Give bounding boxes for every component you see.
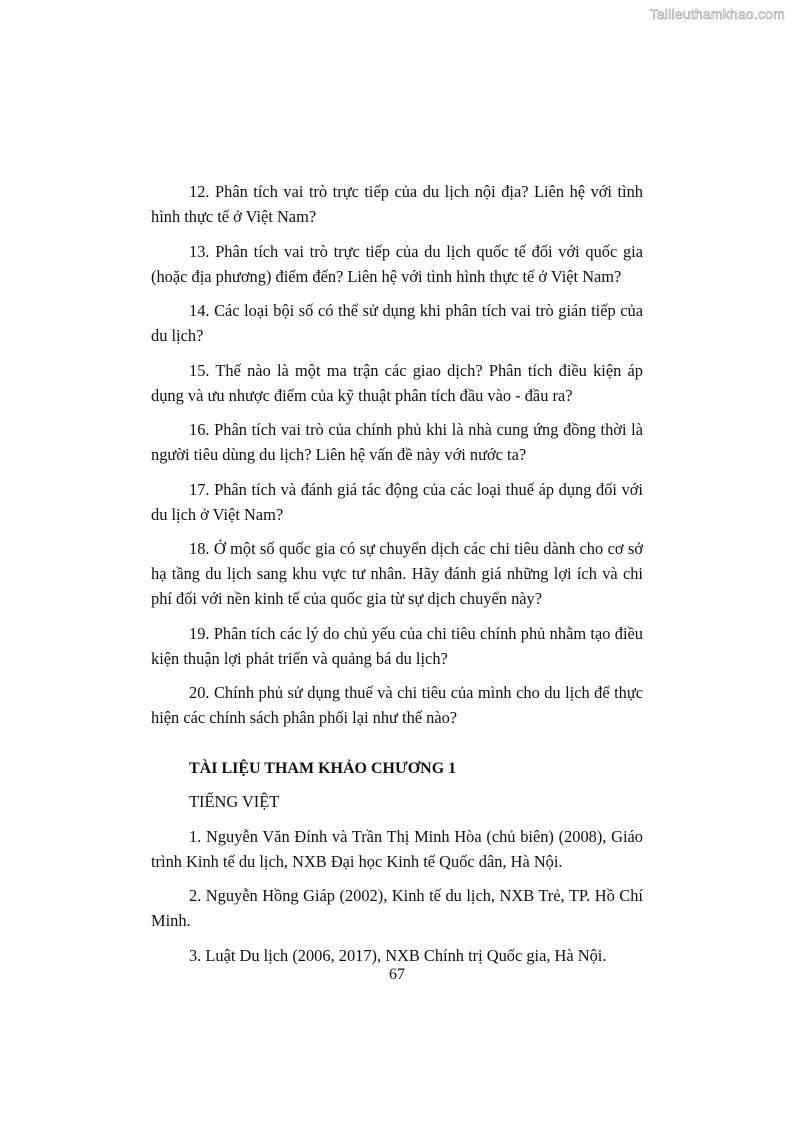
question-15: 15. Thế nào là một ma trận các giao dịch? Phân tích điều kiện áp dụng và ưu nhược điểm của kỹ thuật phân tích đầu vào - đầu ra?: [151, 360, 643, 405]
question-13: 13. Phân tích vai trò trực tiếp của du lịch quốc tế đối với quốc gia (hoặc địa phương) điểm đến? Liên hệ với tình hình thực tế ở Việt Nam?: [151, 241, 643, 286]
reference-item-3: 3. Luật Du lịch (2006, 2017), NXB Chính trị Quốc gia, Hà Nội.: [189, 945, 607, 965]
question-12: 12. Phân tích vai trò trực tiếp của du lịch nội địa? Liên hệ với tình hình thực tế ở Việt Nam?: [151, 182, 643, 226]
question-18: 18. Ở một số quốc gia có sự chuyển dịch các chi tiêu dành cho cơ sở hạ tầng du lịch sang khu vực tư nhân. Hãy đánh giá những lợi ích và chi phí đối với nền kinh tế của quốc gia từ sự dịch chuyển này?: [151, 539, 643, 608]
reference-item-2: 2. Nguyễn Hồng Giáp (2002), Kinh tế du lịch, NXB Trẻ, TP. Hồ Chí Minh.: [151, 886, 643, 930]
references-subheading: TIẾNG VIỆT: [189, 792, 280, 811]
page-number: 67: [389, 966, 405, 983]
question-17: 17. Phân tích và đánh giá tác động của các loại thuế áp dụng đối với du lịch ở Việt Nam?: [151, 479, 643, 524]
watermark-text: Tailieuthamkhao.com: [649, 6, 785, 22]
page-body: [151, 179, 643, 977]
reference-item-1: 1. Nguyễn Văn Đính và Trần Thị Minh Hòa (chủ biên) (2008), Giáo trình Kinh tế du lịch, NXB Đại học Kinh tế Quốc dân, Hà Nội.: [151, 826, 643, 871]
question-14: 14. Các loại bội số có thể sử dụng khi phân tích vai trò gián tiếp của du lịch?: [151, 301, 643, 345]
references-heading: TÀI LIỆU THAM KHẢO CHƯƠNG 1: [189, 760, 457, 777]
question-19: 19. Phân tích các lý do chủ yếu của chi tiêu chính phủ nhằm tạo điều kiện thuận lợi phát triển và quảng bá du lịch?: [151, 623, 643, 668]
question-20: 20. Chính phủ sử dụng thuế và chi tiêu của mình cho du lịch để thực hiện các chính sách phân phối lại như thế nào?: [151, 683, 643, 727]
question-16: 16. Phân tích vai trò của chính phủ khi là nhà cung ứng đồng thời là người tiêu dùng du lịch? Liên hệ vấn đề này với nước ta?: [151, 420, 643, 464]
